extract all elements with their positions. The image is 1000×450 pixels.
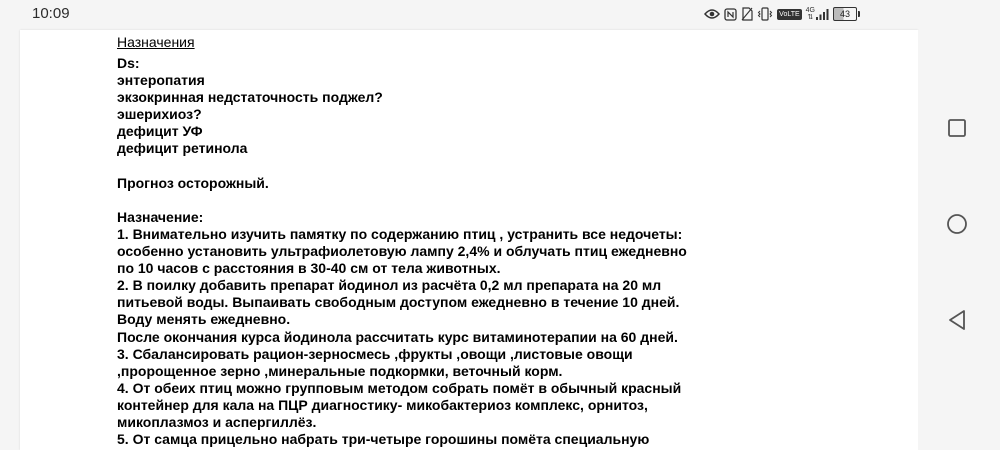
vibrate-icon	[757, 6, 773, 22]
back-triangle-icon	[947, 309, 967, 331]
document-line: микоплазмоз и аспергиллёз.	[117, 413, 317, 430]
document-line: дефицит УФ	[117, 123, 203, 140]
document-page[interactable]	[20, 30, 918, 450]
document-line: эшерихиоз?	[117, 106, 202, 123]
document-line: ,пророщенное зерно ,минеральные подкормки, веточный корм.	[117, 362, 563, 379]
document-line: Воду менять ежедневно.	[117, 311, 291, 328]
document-line: дефицит ретинола	[117, 140, 248, 157]
signal-icon	[806, 6, 829, 22]
battery-icon	[833, 6, 860, 22]
document-heading: Назначения	[117, 34, 195, 50]
eye-icon	[704, 6, 720, 22]
document-line: 2. В поилку добавить препарат йодинол из расчёта 0,2 мл препарата на 20 мл	[117, 277, 662, 294]
no-sim-icon	[741, 6, 753, 22]
blank-line	[117, 158, 797, 175]
status-icons	[704, 6, 860, 22]
nfc-icon	[724, 6, 737, 22]
navigation-bar	[918, 30, 1000, 450]
document-line: Прогноз осторожный.	[117, 174, 269, 191]
document-line: Назначение:	[117, 208, 204, 225]
document-line: 1. Внимательно изучить памятку по содержанию птиц , устранить все недочеты:	[117, 225, 683, 242]
document-line: питьевой воды. Выпаивать свободным доступом ежедневно в течение 10 дней.	[117, 294, 680, 311]
document-line: по 10 часов с расстояния в 30-40 см от тела животных.	[117, 260, 501, 277]
square-icon	[947, 118, 967, 138]
network-type-label: 4G ⇅	[805, 7, 815, 21]
document-line: 5. От самца прицельно набрать три-четыре горошины помёта специальную	[117, 431, 650, 448]
battery-level: 43	[833, 7, 857, 21]
document-line: После окончания курса йодинола рассчитать курс витаминотерапии на 60 дней.	[117, 328, 678, 345]
document-line: особенно установить ультрафиолетовую лампу 2,4% и облучать птиц ежедневно	[117, 243, 687, 260]
status-bar	[0, 0, 1000, 30]
document-lines	[117, 55, 797, 448]
document-line: экзокринная недстаточность поджел?	[117, 89, 383, 106]
document-line: энтеропатия	[117, 72, 205, 89]
blank-line	[117, 192, 797, 209]
document-line: 4. От обеих птиц можно групповым методом собрать помёт в обычный красный	[117, 379, 682, 396]
document-line: Ds:	[117, 55, 140, 71]
document-content	[117, 34, 797, 448]
back-button[interactable]	[932, 295, 982, 345]
volte-label: VoLTE	[779, 10, 800, 18]
document-line: контейнер для кала на ПЦР диагностику- микобактериоз комплекс, орнитоз,	[117, 396, 648, 413]
status-time: 10:09	[32, 5, 70, 22]
circle-icon	[946, 213, 968, 235]
document-line: 3. Сбалансировать рацион-зерносмесь ,фрукты ,овощи ,листовые овощи	[117, 345, 633, 362]
recent-apps-button[interactable]	[932, 103, 982, 153]
volte-icon	[777, 6, 802, 22]
home-button[interactable]	[932, 199, 982, 249]
